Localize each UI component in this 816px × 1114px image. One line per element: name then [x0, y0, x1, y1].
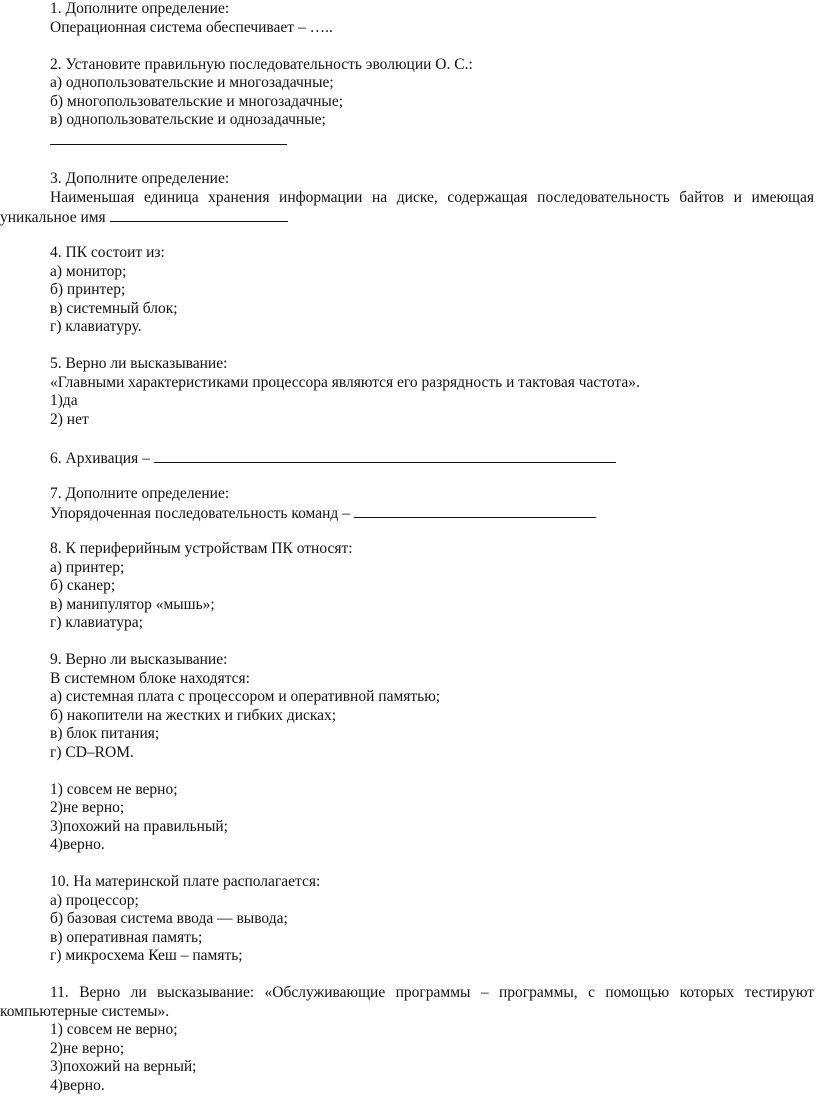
- option: в) однопользовательские и однозадачные;: [50, 111, 326, 128]
- option: г) микросхема Кеш – память;: [50, 947, 243, 964]
- statement-item: а) системная плата с процессором и оперативной памятью;: [50, 688, 441, 705]
- answer-option: 3)похожий на правильный;: [50, 817, 228, 835]
- question-4: [0, 244, 816, 337]
- option: в) манипулятор «мышь»;: [50, 595, 215, 613]
- answer-option: 4)верно.: [50, 836, 105, 853]
- question-text-end: уникальное имя: [0, 209, 106, 226]
- answer-blank: [110, 207, 288, 222]
- question-title: 5. Верно ли высказывание:: [50, 355, 228, 372]
- question-9: [0, 651, 816, 855]
- question-title: 3. Дополните определение:: [50, 170, 230, 187]
- statement-item: в) блок питания;: [50, 725, 160, 742]
- answer-blank: [354, 503, 596, 518]
- question-statement: «Главными характеристиками процессора являются его разрядность и тактовая частота».: [50, 373, 640, 391]
- option: а) монитор;: [50, 262, 127, 280]
- question-title: 2. Установите правильную последовательность эволюции О. С.:: [50, 55, 473, 73]
- question-title: 10. На материнской плате располагается:: [50, 873, 321, 890]
- answer-option: 2)не верно;: [50, 1039, 125, 1057]
- option: в) оперативная память;: [50, 928, 203, 946]
- question-7: [0, 485, 816, 522]
- statement-item: б) накопители на жестких и гибких дисках;: [50, 706, 337, 724]
- question-line: [0, 448, 816, 467]
- question-title: 11. Верно ли высказывание: «Обслуживающие программы – программы, с помощью которых тестируют: [50, 984, 814, 1001]
- question-title: 4. ПК состоит из:: [50, 244, 165, 261]
- question-title: 7. Дополните определение:: [50, 484, 230, 502]
- answer-blank-line: [0, 130, 816, 149]
- question-6: [0, 448, 816, 467]
- question-10: [0, 873, 816, 966]
- option: 1)да: [50, 392, 78, 409]
- question-title: 6. Архивация –: [50, 449, 150, 467]
- question-11: [0, 984, 816, 1095]
- question-1: [0, 0, 816, 37]
- question-5: [0, 355, 816, 429]
- option: б) многопользовательские и многозадачные;: [50, 92, 344, 110]
- option: а) принтер;: [50, 558, 125, 576]
- statement-item: г) CD–ROM.: [50, 743, 134, 761]
- question-2: [0, 56, 816, 149]
- question-title: 8. К периферийным устройствам ПК относят:: [50, 540, 353, 557]
- option: а) однопользовательские и многозадачные;: [50, 74, 334, 91]
- option: 2) нет: [50, 410, 89, 428]
- answer-option: 2)не верно;: [50, 799, 125, 816]
- question-title: 1. Дополните определение:: [50, 0, 230, 17]
- question-statement: В системном блоке находятся:: [50, 669, 250, 687]
- option: в) системный блок;: [50, 299, 178, 317]
- answer-option: 4)верно.: [50, 1076, 105, 1094]
- option: б) сканер;: [50, 577, 116, 594]
- option: г) клавиатуру.: [50, 318, 142, 335]
- answer-option: 1) совсем не верно;: [50, 1021, 178, 1038]
- option: а) процессор;: [50, 891, 139, 909]
- answer-option: 1) совсем не верно;: [50, 780, 178, 798]
- question-title: 9. Верно ли высказывание:: [50, 651, 228, 668]
- option: б) базовая система ввода — вывода;: [50, 910, 288, 927]
- question-text: Наименьшая единица хранения информации на диске, содержащая последовательность байтов и имеющая: [50, 188, 814, 206]
- question-line: [0, 503, 816, 522]
- question-3: [0, 170, 816, 226]
- answer-blank: [154, 448, 616, 463]
- option: б) принтер;: [50, 281, 126, 298]
- question-text-continued: [0, 207, 816, 226]
- question-title-continued: компьютерные системы».: [0, 1002, 170, 1020]
- answer-option: 3)похожий на верный;: [50, 1058, 197, 1075]
- question-text: Упорядоченная последовательность команд –: [50, 505, 350, 522]
- question-text: Операционная система обеспечивает – …..: [50, 18, 333, 36]
- option: г) клавиатура;: [50, 614, 143, 631]
- question-8: [0, 540, 816, 633]
